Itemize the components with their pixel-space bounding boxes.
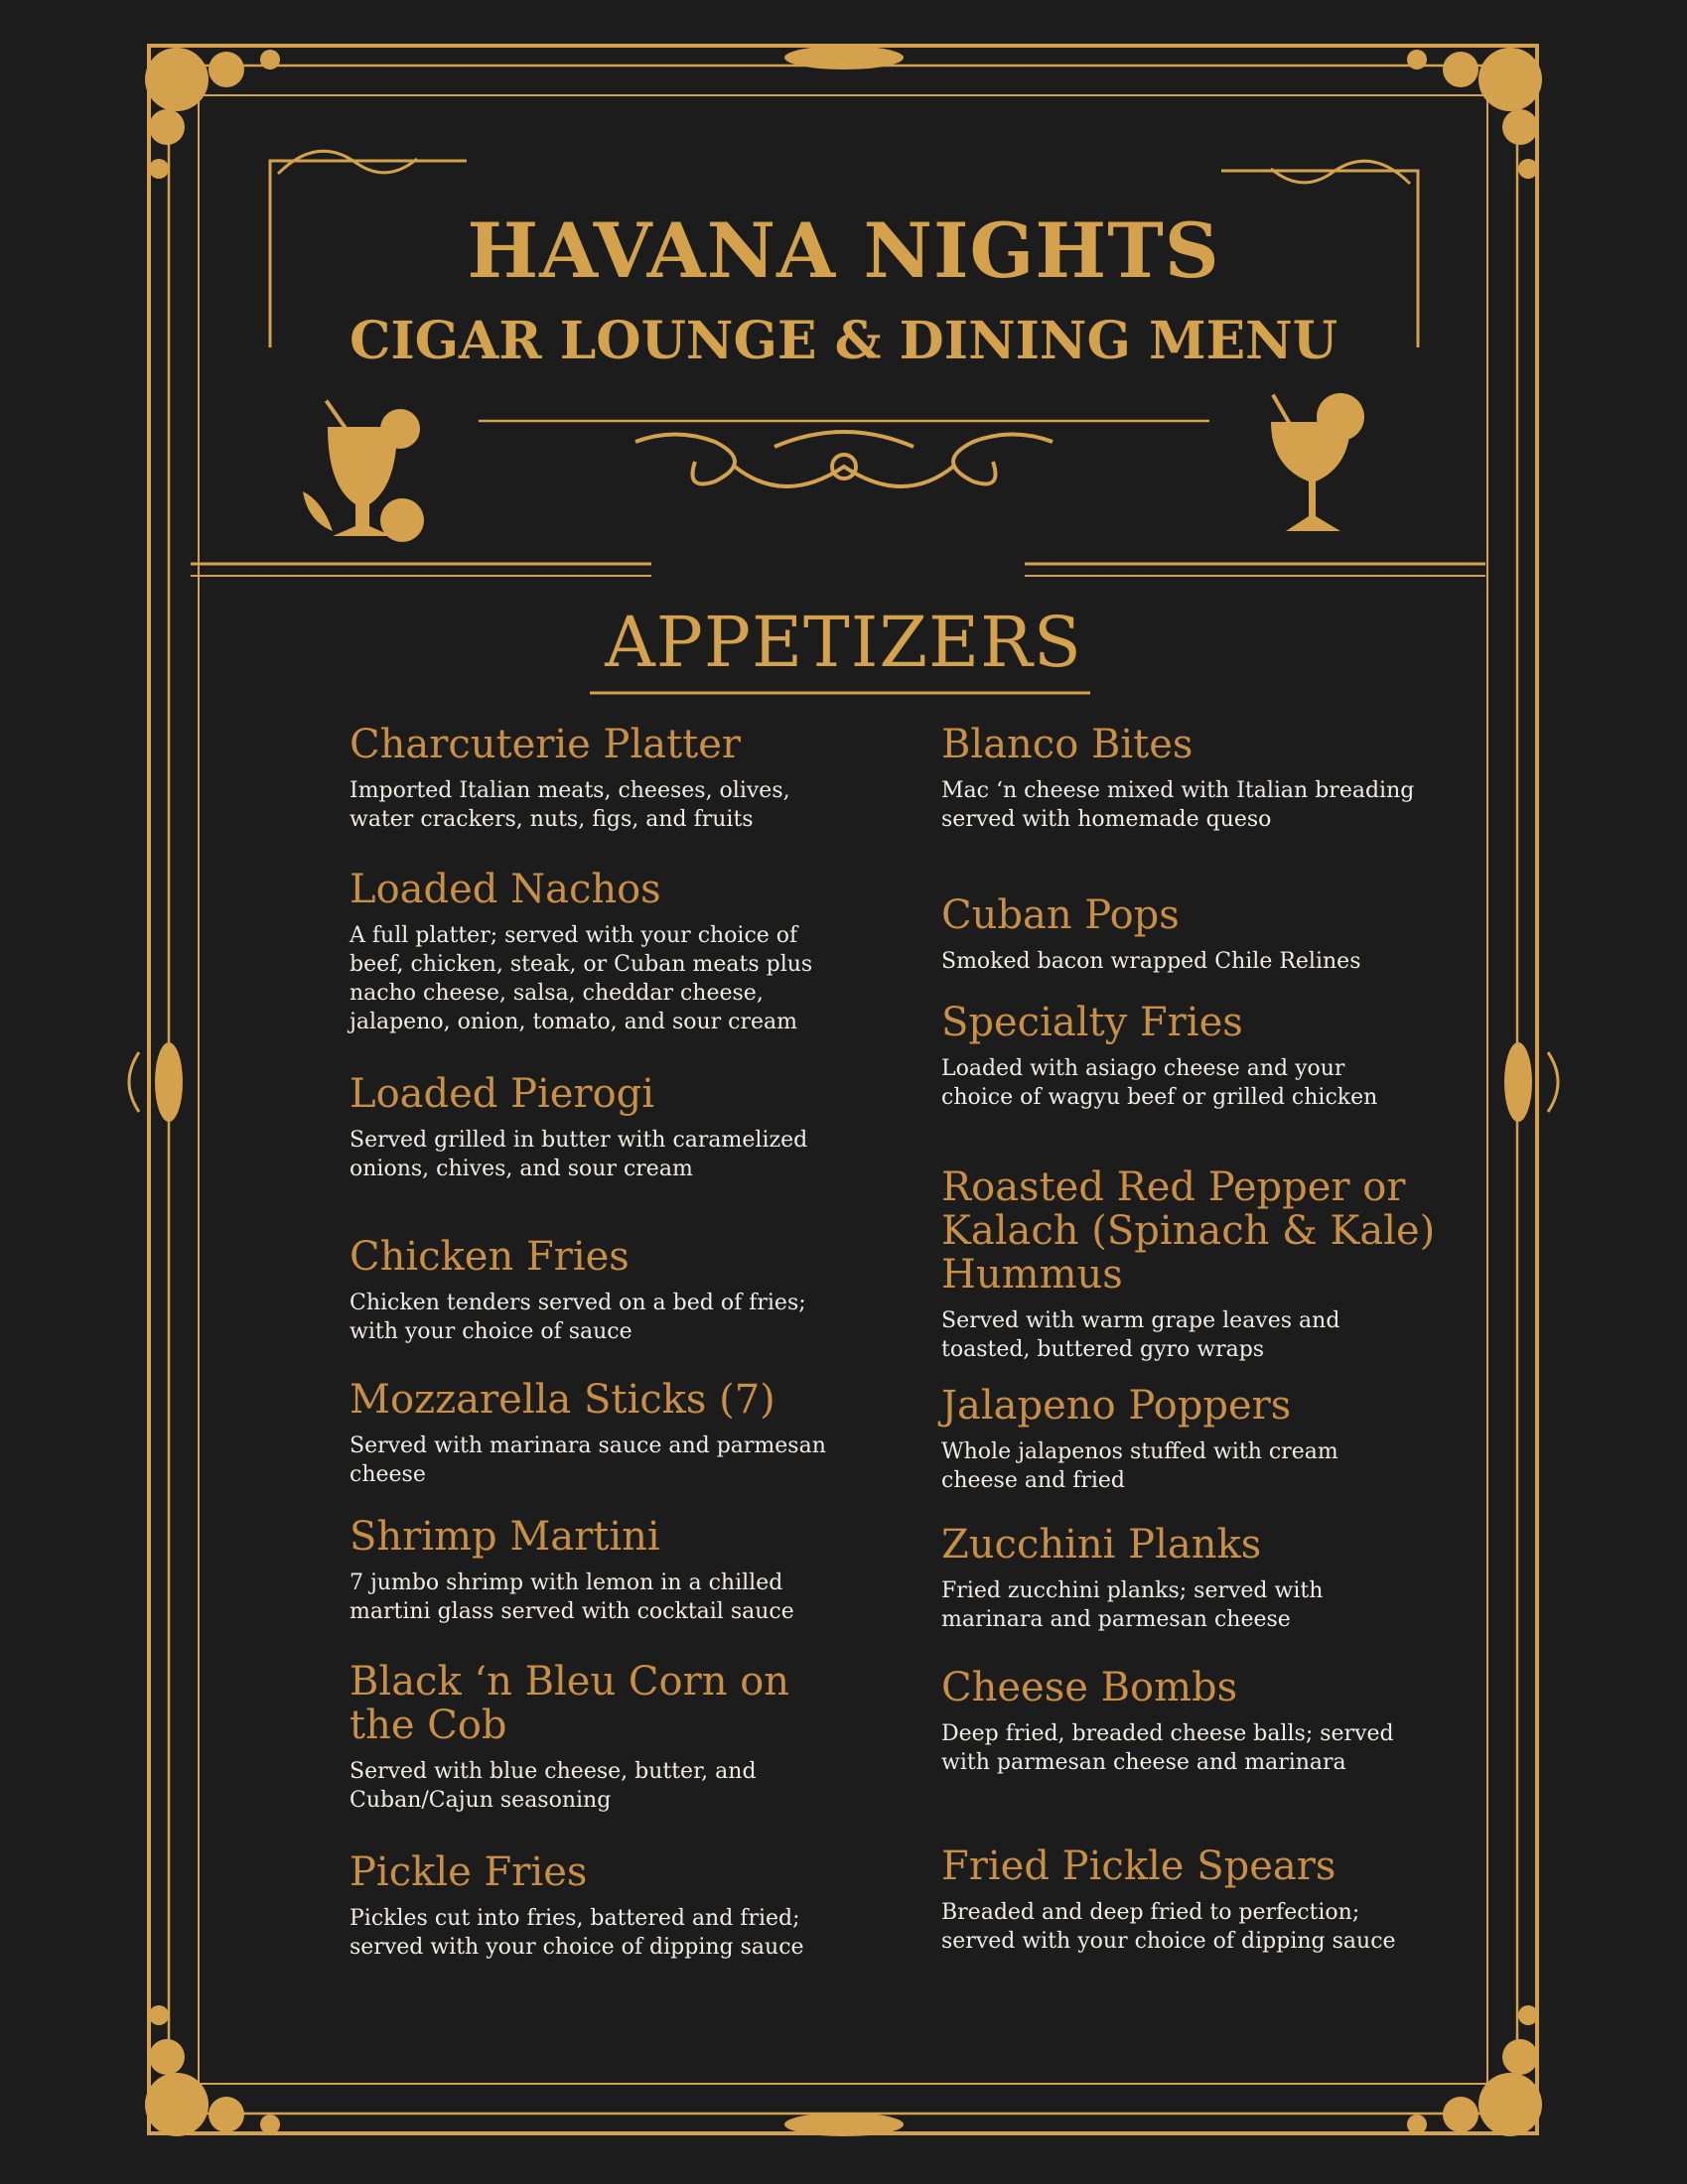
page-title: HAVANA NIGHTS bbox=[467, 206, 1220, 295]
section-title-appetizers: APPETIZERS bbox=[605, 602, 1082, 683]
menu-item bbox=[350, 723, 866, 834]
menu-item-description: Whole jalapenos stuffed with cream cheese and fried bbox=[941, 1439, 1338, 1493]
menu-item-description: Served grilled in butter with caramelized onions, chives, and sour cream bbox=[350, 1128, 808, 1181]
menu-item-name: Cuban Pops bbox=[941, 892, 1180, 938]
menu-item-description: A full platter; served with your choice of beef, chicken, steak, or Cuban meats plus nacho cheese, salsa, cheddar cheese, jalapeno, onion, tomato, and sour cream bbox=[350, 923, 813, 1034]
menu-item bbox=[350, 1515, 866, 1626]
menu-item-description: Imported Italian meats, cheeses, olives, water crackers, nuts, figs, and fruits bbox=[350, 778, 790, 832]
menu-item-name: Jalapeno Poppers bbox=[941, 1383, 1292, 1429]
menu-item-name: Shrimp Martini bbox=[350, 1514, 660, 1560]
menu-item bbox=[941, 893, 1458, 976]
menu-item-description: Loaded with asiago cheese and your choice of wagyu beef or grilled chicken bbox=[941, 1056, 1378, 1110]
menu-item-name: Loaded Nachos bbox=[350, 867, 661, 912]
menu-item bbox=[350, 1660, 866, 1815]
menu-item-name: Pickle Fries bbox=[350, 1849, 588, 1895]
menu-item-name: Roasted Red Pepper or Kalach (Spinach & Kale) Hummus bbox=[941, 1164, 1436, 1297]
cocktail-glass-icon bbox=[303, 399, 424, 542]
menu-item-description: Breaded and deep fried to perfection; served with your choice of dipping sauce bbox=[941, 1900, 1396, 1954]
menu-item-name: Charcuterie Platter bbox=[350, 722, 742, 767]
menu-item-name: Zucchini Planks bbox=[941, 1522, 1262, 1568]
menu-item bbox=[941, 1384, 1458, 1495]
menu-item bbox=[350, 868, 866, 1036]
menu-item-name: Fried Pickle Spears bbox=[941, 1843, 1336, 1889]
menu-item-description: Served with blue cheese, butter, and Cuban/Cajun seasoning bbox=[350, 1759, 757, 1813]
menu-item bbox=[350, 1235, 866, 1346]
menu-item-name: Specialty Fries bbox=[941, 1000, 1243, 1045]
margarita-glass-icon bbox=[1271, 393, 1364, 531]
menu-item-name: Black ‘n Bleu Corn on the Cob bbox=[350, 1659, 790, 1748]
menu-item-name: Mozzarella Sticks (7) bbox=[350, 1377, 775, 1423]
menu-item-description: Fried zucchini planks; served with marinara and parmesan cheese bbox=[941, 1578, 1324, 1632]
page-subtitle: CIGAR LOUNGE & DINING MENU bbox=[349, 311, 1338, 371]
menu-item-name: Loaded Pierogi bbox=[350, 1071, 655, 1117]
menu-item bbox=[941, 723, 1458, 834]
menu-item bbox=[350, 1378, 866, 1489]
menu-item-description: Served with warm grape leaves and toasted, buttered gyro wraps bbox=[941, 1308, 1340, 1362]
menu-item bbox=[941, 1165, 1458, 1364]
menu-item-description: Served with marinara sauce and parmesan cheese bbox=[350, 1433, 826, 1487]
menu-item-description: Deep fried, breaded cheese balls; served with parmesan cheese and marinara bbox=[941, 1721, 1394, 1775]
menu-item bbox=[941, 1844, 1458, 1956]
menu-item bbox=[941, 1666, 1458, 1777]
menu-item bbox=[350, 1850, 866, 1962]
menu-item bbox=[350, 1072, 866, 1183]
menu-item bbox=[941, 1523, 1458, 1634]
menu-item-name: Blanco Bites bbox=[941, 722, 1194, 767]
menu-item-description: 7 jumbo shrimp with lemon in a chilled martini glass served with cocktail sauce bbox=[350, 1570, 794, 1624]
flourish-divider-icon bbox=[635, 432, 1053, 486]
menu-item-description: Smoked bacon wrapped Chile Relines bbox=[941, 949, 1361, 974]
menu-item-description: Mac ‘n cheese mixed with Italian breading served with homemade queso bbox=[941, 778, 1415, 832]
menu-item-description: Pickles cut into fries, battered and fried; served with your choice of dipping sauce bbox=[350, 1906, 804, 1960]
menu-item bbox=[941, 1001, 1458, 1112]
menu-item-name: Chicken Fries bbox=[350, 1234, 630, 1280]
menu-item-description: Chicken tenders served on a bed of fries; with your choice of sauce bbox=[350, 1291, 806, 1344]
menu-item-name: Cheese Bombs bbox=[941, 1665, 1238, 1710]
